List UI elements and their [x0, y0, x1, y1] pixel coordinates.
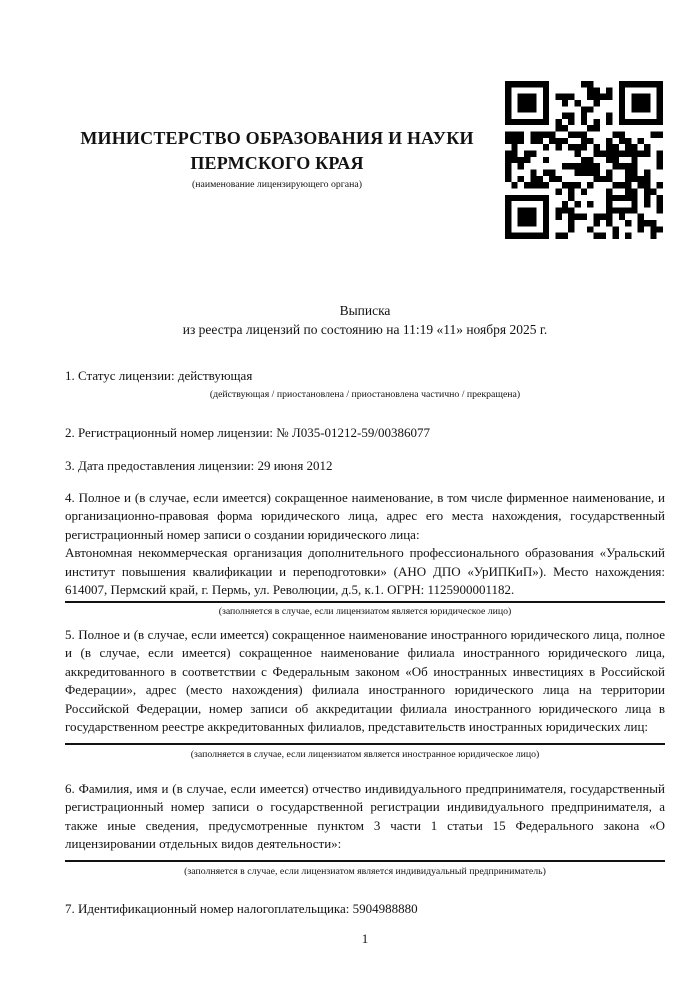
status-options-caption: (действующая / приостановлена / приостановлена частично / прекращена)	[209, 388, 521, 400]
ministry-name-line2: ПЕРМСКОГО КРАЯ	[190, 153, 364, 173]
field-taxpayer-number: 7. Идентификационный номер налогоплательщика: 5904988880	[65, 900, 418, 916]
entrepreneur-caption: (заполняется в случае, если лицензиатом является индивидуальный предприниматель)	[184, 865, 546, 877]
field-legal-entity	[65, 489, 665, 603]
field-license-status: 1. Статус лицензии: действующая	[65, 368, 253, 383]
page-number: 1	[361, 931, 369, 946]
field-foreign-entity: 5. Полное и (в случае, если имеется) сокращенное наименование иностранного юридического лица, полное и (в случае, если имеется) сокращенное наименование филиала иностранного юридического лица, аккредитованного в соответствии с Федеральным законом «Об иностранных инвестициях в Российской Федерации», адрес (место нахождения) филиала иностранного юридического лица на территории Российской Федерации, номер записи об аккредитации филиала иностранного юридического лица в государственном реестре аккредитованных филиалов, представительств иностранных юридических лиц:	[65, 626, 665, 734]
entrepreneur-blank-underline	[65, 860, 665, 862]
authority-caption: (наименование лицензирующего органа)	[191, 179, 362, 190]
foreign-entity-blank-underline	[65, 743, 665, 745]
extract-date-line: из реестра лицензий по состоянию на 11:19 «11» ноября 2025 г.	[182, 321, 548, 337]
ministry-name-line1: МИНИСТЕРСТВО ОБРАЗОВАНИЯ И НАУКИ	[80, 128, 474, 148]
legal-entity-caption: (заполняется в случае, если лицензиатом является юридическое лицо)	[218, 605, 512, 617]
field-entrepreneur: 6. Фамилия, имя и (в случае, если имеется) отчество индивидуального предпринимателя, государственный регистрационный номер записи о государственной регистрации индивидуального предпринимателя, а также иные сведения, предусмотренные пунктом 3 части 1 статьи 15 Федерального закона «О лицензировании отдельных видов деятельности»:	[65, 780, 665, 851]
document-title	[65, 302, 665, 339]
document-title-word: Выписка	[339, 303, 391, 318]
field-registration-number: 2. Регистрационный номер лицензии: № Л035-01212-59/00386077	[65, 424, 431, 440]
field-grant-date: 3. Дата предоставления лицензии: 29 июня 2012	[65, 458, 333, 473]
legal-entity-label: 4. Полное и (в случае, если имеется) сокращенное наименование, в том числе фирменное наименование, и организационно-правовая форма юридического лица, адрес его места нахождения, государственный регистрационный номер записи о создании юридического лица:	[65, 489, 665, 542]
licensing-authority-header	[65, 0, 489, 191]
foreign-entity-caption: (заполняется в случае, если лицензиатом является иностранное юридическое лицо)	[190, 748, 540, 760]
legal-entity-value: Автономная некоммерческая организация дополнительного профессионального образования «Уральский институт повышения квалификации и переподготовки» (АНО ДПО «УрИПКиП»). Место нахождения: 614007, Пермский край, г. Пермь, ул. Революции, д.5, к.1. ОГРН: 1125900001182.	[65, 545, 665, 597]
